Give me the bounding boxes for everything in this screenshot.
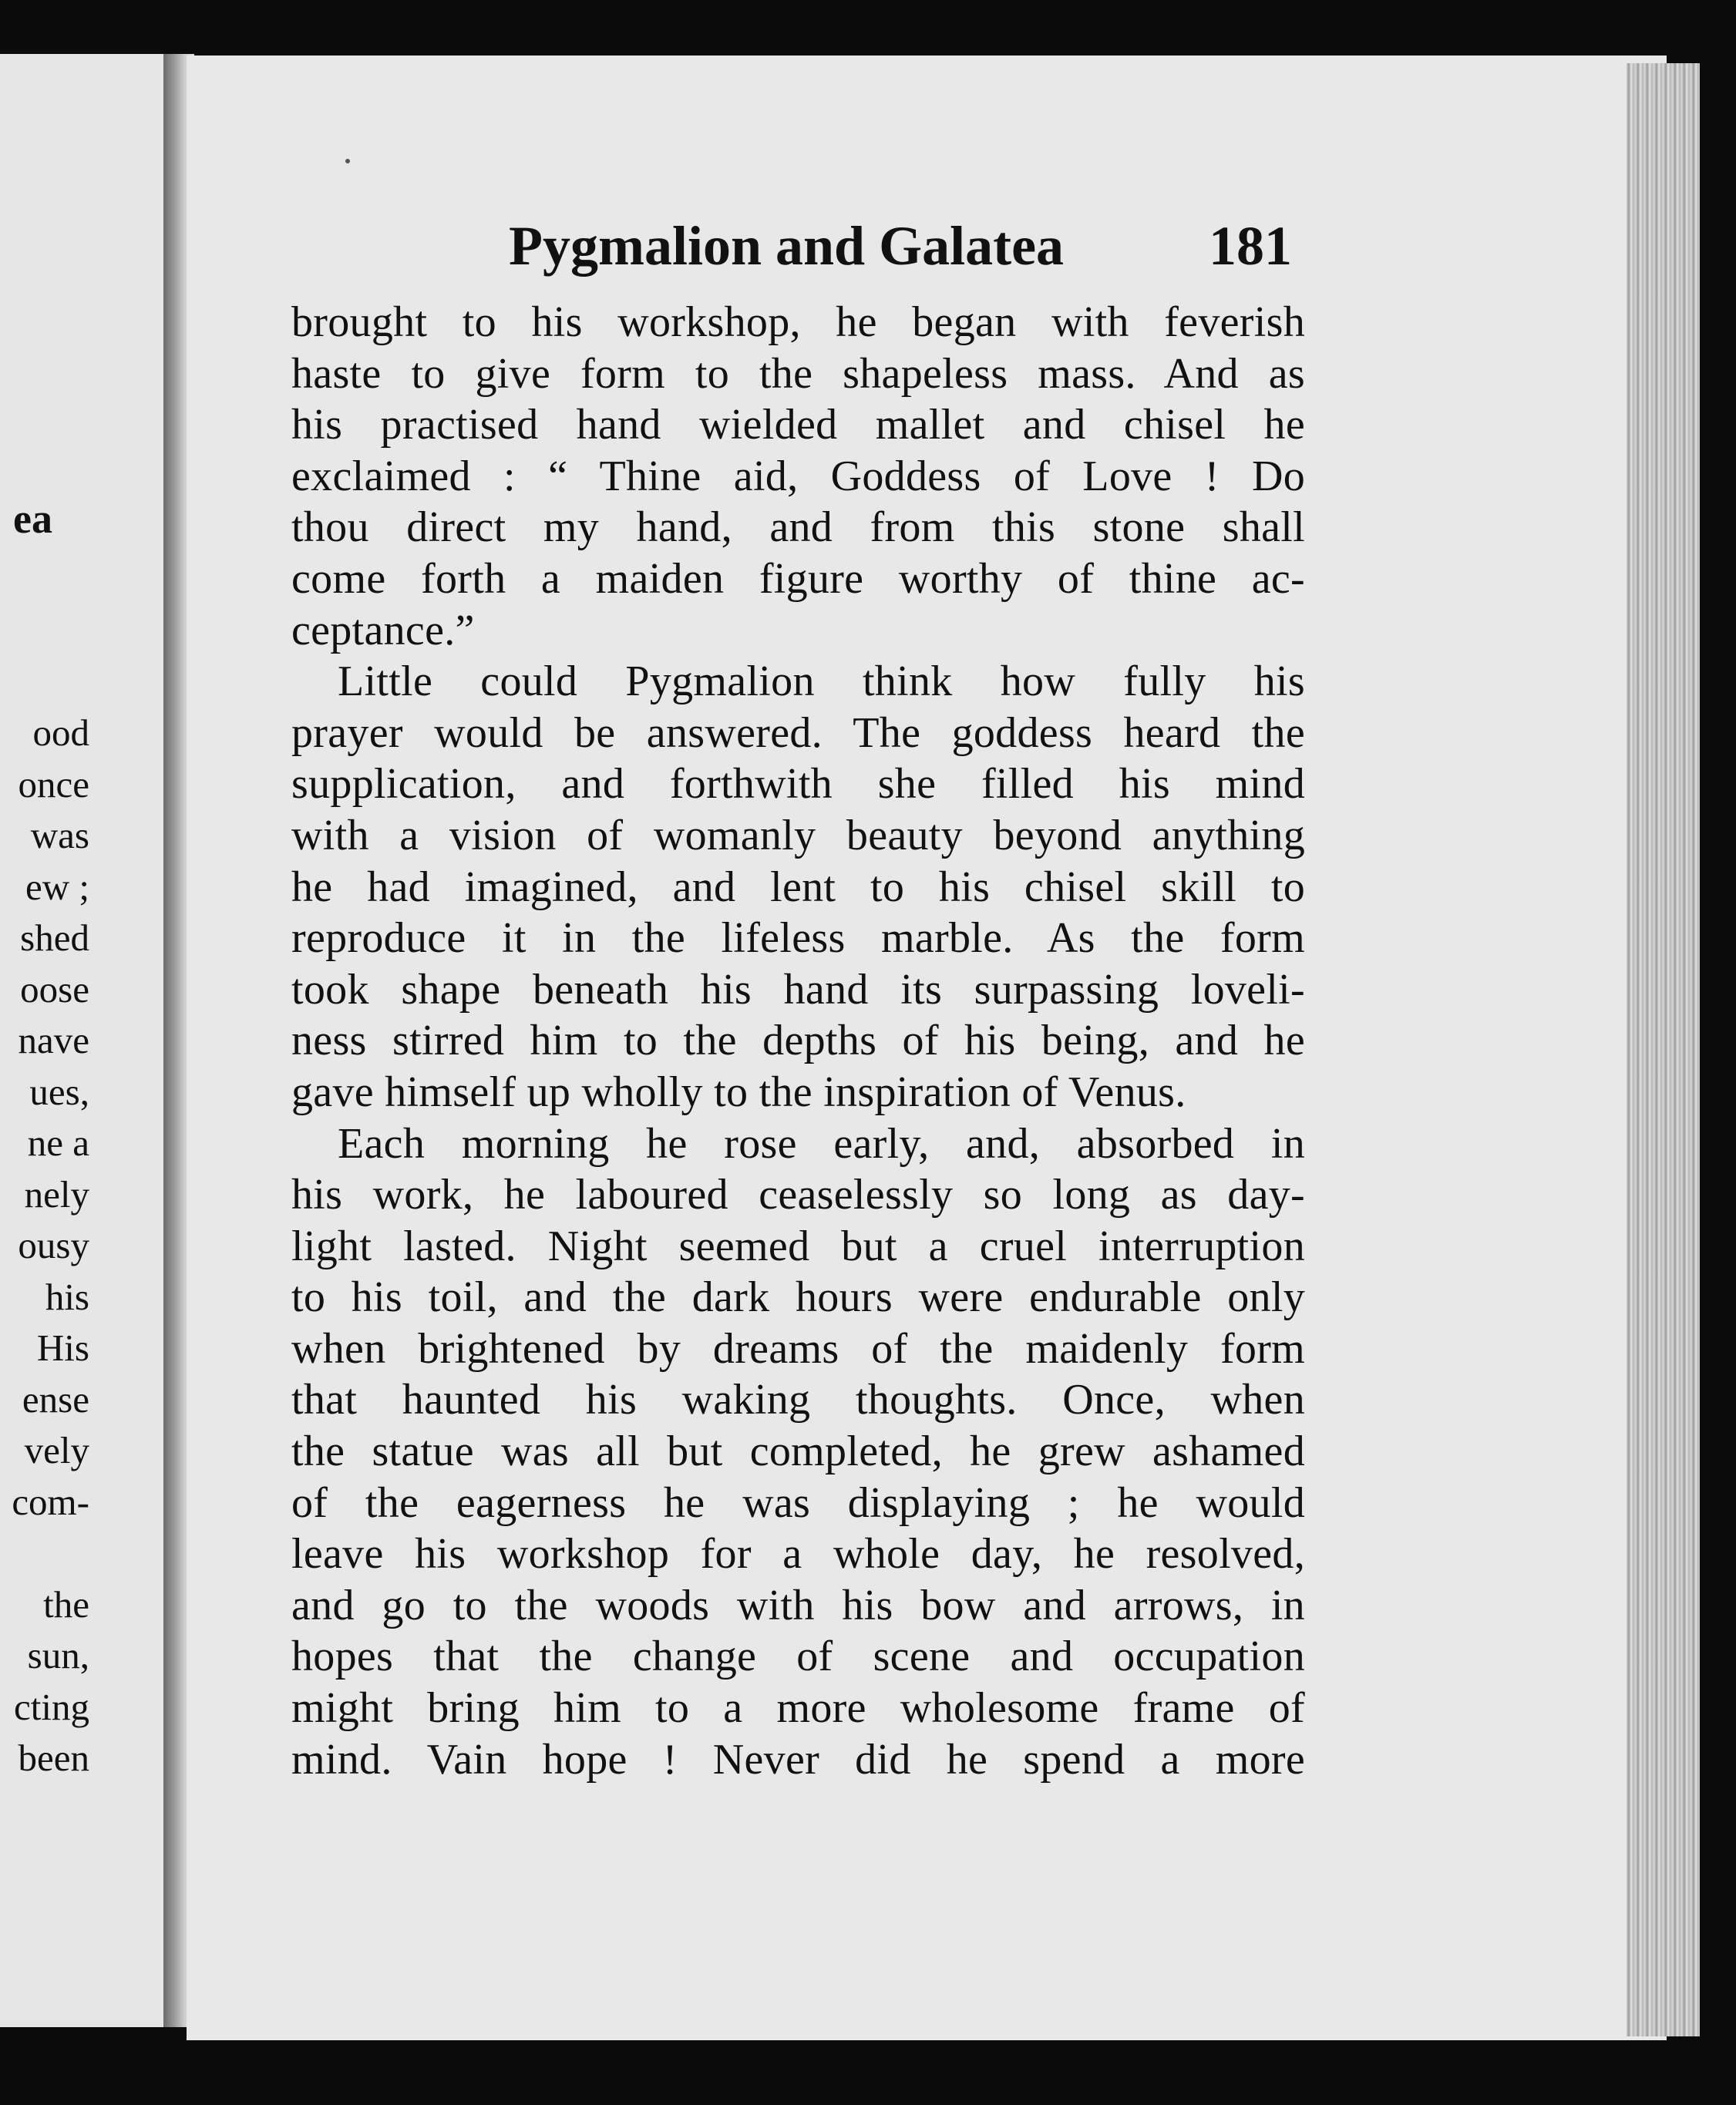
- text-line: and go to the woods with his bow and arrows, in: [291, 1581, 1305, 1629]
- left-line-fragment: was: [30, 814, 89, 856]
- text-line: that haunted his waking thoughts. Once, when: [291, 1376, 1305, 1424]
- text-line: his practised hand wielded mallet and chisel he: [291, 401, 1305, 449]
- left-line-fragment: once: [18, 762, 89, 805]
- text-line: supplication, and forthwith she filled his mind: [291, 760, 1305, 809]
- text-line: Little could Pygmalion think how fully his: [338, 657, 1305, 706]
- left-line-fragment: cting: [14, 1685, 89, 1728]
- text-line: mind. Vain hope ! Never did he spend a more: [291, 1735, 1305, 1784]
- left-line-fragment: ood: [32, 711, 89, 754]
- text-line: ceptance.”: [291, 606, 475, 654]
- left-page: [0, 54, 176, 2027]
- text-line: Each morning he rose early, and, absorbed in: [338, 1119, 1305, 1168]
- left-line-fragment: ousy: [18, 1224, 89, 1266]
- left-line-fragment: His: [36, 1327, 89, 1369]
- left-line-fragment: ne a: [27, 1121, 89, 1164]
- left-line-fragment: com-: [12, 1480, 89, 1523]
- text-line: the statue was all but completed, he grew ashamed: [291, 1427, 1305, 1476]
- text-line: might bring him to a more wholesome frame of: [291, 1684, 1305, 1733]
- left-line-fragment: vely: [24, 1429, 89, 1471]
- text-line: of the eagerness he was displaying ; he would: [291, 1478, 1305, 1527]
- left-page-text-fragments: [0, 708, 89, 1784]
- left-line-fragment: been: [18, 1737, 89, 1779]
- left-line-fragment: ew ;: [25, 865, 89, 908]
- text-line: prayer would be answered. The goddess heard the: [291, 708, 1305, 757]
- body-text: [291, 297, 1305, 1785]
- running-head: Pygmalion and Galatea: [509, 215, 1065, 277]
- text-line: haste to give form to the shapeless mass. And as: [291, 349, 1305, 398]
- text-line: reproduce it in the lifeless marble. As the form: [291, 914, 1305, 963]
- left-line-fragment: oose: [20, 967, 89, 1010]
- text-line: hopes that the change of scene and occupation: [291, 1633, 1305, 1681]
- left-line-fragment: nave: [18, 1019, 89, 1061]
- text-line: to his toil, and the dark hours were endurable only: [291, 1273, 1305, 1322]
- left-page-heading-fragment: ea: [13, 496, 52, 542]
- page-edges: [1627, 63, 1700, 2036]
- text-line: he had imagined, and lent to his chisel skill to: [291, 863, 1305, 911]
- paper-speck: [345, 159, 350, 163]
- text-line: with a vision of womanly beauty beyond anything: [291, 811, 1305, 859]
- text-line: ness stirred him to the depths of his being, and he: [291, 1017, 1305, 1065]
- text-line: took shape beneath his hand its surpassing loveli-: [291, 965, 1305, 1014]
- left-line-fragment: shed: [20, 916, 89, 959]
- left-line-fragment: ense: [22, 1377, 89, 1421]
- left-line-fragment: nely: [24, 1172, 89, 1216]
- text-line: leave his workshop for a whole day, he resolved,: [291, 1530, 1305, 1579]
- left-line-fragment: the: [43, 1582, 89, 1626]
- left-line-fragment: [0, 1528, 89, 1579]
- text-line: come forth a maiden figure worthy of thine ac-: [291, 554, 1305, 603]
- text-line: when brightened by dreams of the maidenly form: [291, 1324, 1305, 1373]
- text-line: exclaimed : “ Thine aid, Goddess of Love ! Do: [291, 452, 1305, 500]
- text-line: light lasted. Night seemed but a cruel interruption: [291, 1222, 1305, 1270]
- text-line: thou direct my hand, and from this stone shall: [291, 503, 1305, 552]
- page-number: 181: [1209, 215, 1292, 277]
- text-line: his work, he laboured ceaselessly so long as day-: [291, 1171, 1305, 1219]
- left-line-fragment: sun,: [27, 1634, 89, 1676]
- text-line: brought to his workshop, he began with feverish: [291, 298, 1305, 346]
- text-line: gave himself up wholly to the inspiration of Venus.: [291, 1068, 1186, 1116]
- left-line-fragment: his: [45, 1275, 89, 1318]
- left-line-fragment: ues,: [29, 1070, 89, 1113]
